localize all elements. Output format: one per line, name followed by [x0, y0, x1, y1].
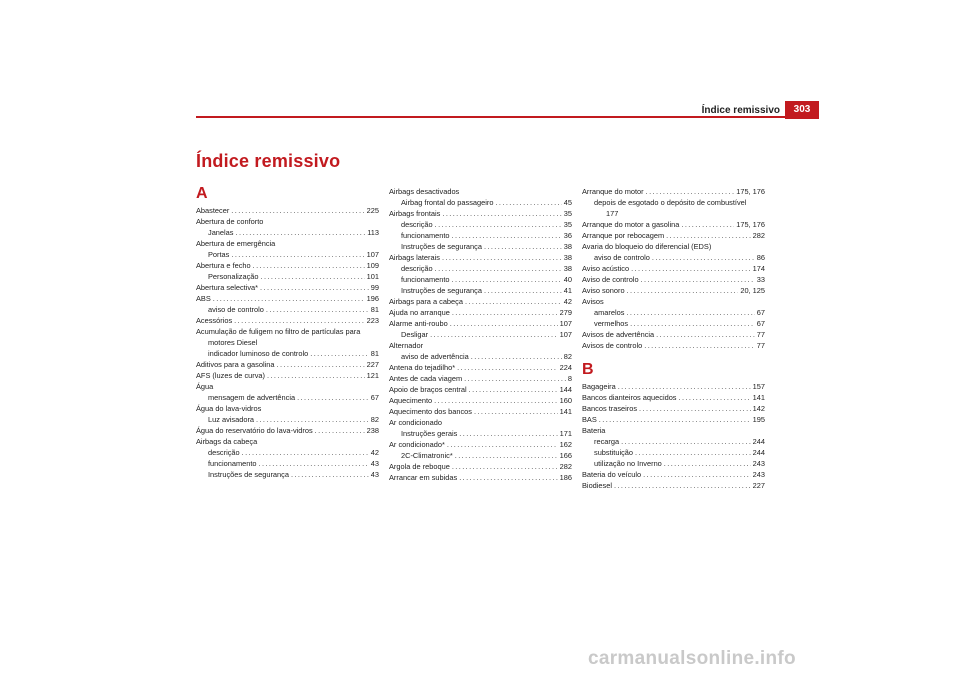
index-entry — [582, 274, 765, 285]
index-term: Bateria — [582, 426, 606, 435]
dot-leader — [626, 307, 754, 318]
index-letter-b: B — [582, 361, 594, 378]
index-term: vermelhos — [594, 319, 629, 328]
index-term: Antena do tejadilho* — [389, 363, 456, 372]
index-subentry — [582, 458, 765, 469]
index-subentry — [389, 219, 572, 230]
index-page-ref: 43 — [370, 470, 379, 479]
dot-leader — [430, 329, 558, 340]
index-entry — [582, 230, 765, 241]
index-subentry — [196, 304, 379, 315]
index-entry — [196, 403, 379, 414]
dot-leader — [231, 249, 364, 260]
index-term: Personalização — [208, 272, 259, 281]
index-letter-a: A — [196, 185, 208, 202]
dot-leader — [666, 230, 750, 241]
index-subentry — [196, 414, 379, 425]
index-page-ref: 36 — [563, 231, 572, 240]
index-term: Água do reservatório do lava-vidros — [196, 426, 313, 435]
index-subentry — [389, 241, 572, 252]
header-section-title: Índice remissivo — [701, 105, 780, 116]
index-entry — [582, 296, 765, 307]
dot-leader — [631, 263, 751, 274]
index-term: AFS (luzes de curva) — [196, 371, 266, 380]
index-page-ref: 175, 176 — [736, 220, 765, 229]
index-term: Ar condicionado* — [389, 440, 445, 449]
dot-leader — [452, 461, 558, 472]
index-term: Portas — [208, 250, 230, 259]
index-entry — [196, 425, 379, 436]
index-page-ref: 35 — [563, 209, 572, 218]
dot-leader — [614, 480, 751, 491]
index-term: Instruções de segurança — [208, 470, 289, 479]
index-term: Argola de reboque — [389, 462, 450, 471]
index-term: Airbag frontal do passageiro — [401, 198, 494, 207]
dot-leader — [315, 425, 365, 436]
index-term: indicador luminoso de controlo — [208, 349, 309, 358]
index-entry — [196, 436, 379, 447]
index-term: Airbags da cabeça — [196, 437, 258, 446]
dot-leader — [213, 293, 365, 304]
index-term: Airbags laterais — [389, 253, 440, 262]
index-term: Água — [196, 382, 214, 391]
dot-leader — [464, 373, 566, 384]
dot-leader — [266, 304, 369, 315]
index-entry — [196, 359, 379, 370]
index-term: aviso de advertência — [401, 352, 469, 361]
index-subentry — [196, 458, 379, 469]
index-term: Arranque do motor — [582, 187, 644, 196]
index-page-ref: 157 — [752, 382, 765, 391]
index-entry — [582, 480, 765, 491]
index-term: Avisos de controlo — [582, 341, 643, 350]
index-page-ref: 8 — [567, 374, 572, 383]
dot-leader — [630, 318, 755, 329]
index-entry — [196, 293, 379, 304]
index-term: Instruções de segurança — [401, 286, 482, 295]
index-page-ref: 33 — [756, 275, 765, 284]
index-term: Abertura e fecho — [196, 261, 251, 270]
index-page-ref: 238 — [366, 426, 379, 435]
dot-leader — [276, 359, 364, 370]
index-term: substituição — [594, 448, 634, 457]
dot-leader — [435, 219, 562, 230]
index-term: Airbags desactivados — [389, 187, 460, 196]
index-term: Janelas — [208, 228, 234, 237]
dot-leader — [484, 285, 562, 296]
dot-leader — [291, 469, 369, 480]
index-entry — [196, 370, 379, 381]
index-page-ref: 99 — [370, 283, 379, 292]
index-page-ref: 86 — [756, 253, 765, 262]
dot-leader — [235, 227, 365, 238]
index-term: funcionamento — [401, 231, 450, 240]
index-entry — [389, 373, 572, 384]
index-subentry — [196, 469, 379, 480]
index-page-ref: 195 — [752, 415, 765, 424]
index-subentry — [582, 252, 765, 263]
index-term: Abertura de conforto — [196, 217, 264, 226]
index-term: Arranque do motor a gasolina — [582, 220, 680, 229]
dot-leader — [261, 271, 365, 282]
index-term: Aviso sonoro — [582, 286, 625, 295]
index-entry — [582, 340, 765, 351]
index-subentry — [196, 392, 379, 403]
dot-leader — [455, 450, 558, 461]
index-entry — [582, 329, 765, 340]
index-term: Desligar — [401, 330, 429, 339]
index-page-ref: 279 — [559, 308, 572, 317]
index-subentry — [389, 197, 572, 208]
index-term: Bancos dianteiros aquecidos — [582, 393, 677, 402]
dot-leader — [258, 458, 368, 469]
index-subentry — [582, 307, 765, 318]
index-page-ref: 227 — [366, 360, 379, 369]
index-term: Arranque por rebocagem — [582, 231, 665, 240]
index-term: Acumulação de fuligem no filtro de partículas para — [196, 327, 361, 336]
index-page-ref: 41 — [563, 286, 572, 295]
page-title: Índice remissivo — [196, 151, 341, 171]
dot-leader — [465, 296, 562, 307]
dot-leader — [646, 186, 735, 197]
index-subentry — [389, 230, 572, 241]
dot-leader — [297, 392, 369, 403]
index-subentry — [582, 447, 765, 458]
index-entry — [582, 285, 765, 296]
dot-leader — [635, 447, 751, 458]
dot-leader — [643, 469, 750, 480]
dot-leader — [452, 307, 558, 318]
index-page-ref: 244 — [752, 448, 765, 457]
index-page-ref: 40 — [563, 275, 572, 284]
dot-leader — [495, 197, 561, 208]
index-entry — [389, 461, 572, 472]
index-page-ref: 77 — [756, 341, 765, 350]
index-entry — [582, 263, 765, 274]
index-subentry — [389, 285, 572, 296]
index-term: Ar condicionado — [389, 418, 443, 427]
index-page-ref: 81 — [370, 305, 379, 314]
index-entry — [196, 315, 379, 326]
dot-leader — [253, 260, 365, 271]
index-entry — [389, 395, 572, 406]
dot-leader — [260, 282, 369, 293]
index-entry — [389, 186, 572, 197]
index-term: Instruções de segurança — [401, 242, 482, 251]
watermark: carmanualsonline.info — [588, 648, 796, 669]
index-page-ref: 223 — [366, 316, 379, 325]
index-subentry — [389, 450, 572, 461]
index-entry — [196, 216, 379, 227]
dot-leader — [451, 274, 561, 285]
index-subentry — [389, 329, 572, 340]
index-term: Aviso acústico — [582, 264, 630, 273]
index-page-ref: 186 — [559, 473, 572, 482]
index-entry — [389, 252, 572, 263]
index-page-ref: 77 — [756, 330, 765, 339]
index-page-ref: 67 — [756, 319, 765, 328]
index-page-ref: 160 — [559, 396, 572, 405]
index-subentry — [389, 263, 572, 274]
index-term: Aditivos para a gasolina — [196, 360, 275, 369]
index-subentry — [196, 227, 379, 238]
index-page-ref: 243 — [752, 470, 765, 479]
index-subentry — [389, 351, 572, 362]
index-entry — [389, 340, 572, 351]
index-term: Bateria do veículo — [582, 470, 642, 479]
index-term: ABS — [196, 294, 211, 303]
index-term: Acessórios — [196, 316, 233, 325]
dot-leader — [681, 219, 734, 230]
index-subentry — [196, 271, 379, 282]
index-page-ref: 282 — [752, 231, 765, 240]
index-page-ref: 35 — [563, 220, 572, 229]
dot-leader — [457, 362, 557, 373]
header-page-number: 303 — [785, 101, 819, 119]
dot-leader — [599, 414, 751, 425]
index-page-ref: 109 — [366, 261, 379, 270]
dot-leader — [450, 318, 558, 329]
index-page-ref: 174 — [752, 264, 765, 273]
index-term: 2C-Climatronic* — [401, 451, 453, 460]
dot-leader — [267, 370, 365, 381]
index-term: Abertura selectiva* — [196, 283, 259, 292]
index-term: descrição — [401, 220, 433, 229]
index-page-ref: 82 — [370, 415, 379, 424]
index-entry — [389, 307, 572, 318]
index-subentry — [196, 249, 379, 260]
index-term: Abastecer — [196, 206, 230, 215]
index-entry — [582, 403, 765, 414]
index-page-ref: 82 — [563, 352, 572, 361]
index-term: Luz avisadora — [208, 415, 255, 424]
index-page-ref: 67 — [370, 393, 379, 402]
dot-leader — [451, 230, 561, 241]
index-term: Airbags para a cabeça — [389, 297, 463, 306]
index-term: descrição — [208, 448, 240, 457]
index-page-ref: 42 — [563, 297, 572, 306]
index-term: recarga — [594, 437, 620, 446]
index-subentry — [389, 274, 572, 285]
index-entry-continuation: 177 — [606, 209, 619, 218]
index-page-ref: 141 — [752, 393, 765, 402]
index-term: Apoio de braços central — [389, 385, 467, 394]
index-term: Avisos — [582, 297, 604, 306]
dot-leader — [484, 241, 562, 252]
dot-leader — [469, 384, 558, 395]
index-term: Biodiesel — [582, 481, 612, 490]
index-page-ref: 142 — [752, 404, 765, 413]
index-page-ref: 196 — [366, 294, 379, 303]
index-page-ref: 38 — [563, 242, 572, 251]
index-page-ref: 20, 125 — [740, 286, 765, 295]
index-term: utilização no Inverno — [594, 459, 662, 468]
index-entry — [196, 326, 379, 337]
index-column-3 — [582, 186, 765, 491]
dot-leader — [641, 274, 755, 285]
index-term: funcionamento — [401, 275, 450, 284]
index-entry-continuation: motores Diesel — [208, 338, 258, 347]
index-term: Alarme anti-roubo — [389, 319, 448, 328]
index-page-ref: 43 — [370, 459, 379, 468]
dot-leader — [656, 329, 755, 340]
dot-leader — [664, 458, 751, 469]
dot-leader — [435, 263, 562, 274]
index-entry — [582, 197, 765, 208]
index-entry — [196, 238, 379, 249]
dot-leader — [242, 447, 369, 458]
index-entry — [389, 384, 572, 395]
index-page-ref: 38 — [563, 253, 572, 262]
index-entry — [389, 318, 572, 329]
dot-leader — [471, 351, 562, 362]
dot-leader — [447, 439, 558, 450]
index-term: Ajuda no arranque — [389, 308, 450, 317]
dot-leader — [652, 252, 755, 263]
index-subentry — [196, 348, 379, 359]
index-term: aviso de controlo — [594, 253, 650, 262]
index-page-ref: 101 — [366, 272, 379, 281]
index-entry — [582, 241, 765, 252]
index-entry — [389, 439, 572, 450]
dot-leader — [627, 285, 739, 296]
index-column-1 — [196, 183, 379, 480]
index-entry — [389, 296, 572, 307]
index-page-ref: 67 — [756, 308, 765, 317]
dot-leader — [618, 381, 751, 392]
index-term: Bancos traseiros — [582, 404, 638, 413]
index-page-ref: 225 — [366, 206, 379, 215]
index-page-ref: 224 — [559, 363, 572, 372]
index-term: mensagem de advertência — [208, 393, 296, 402]
index-term: Avaria do bloqueio do diferencial (EDS) — [582, 242, 712, 251]
index-entry — [389, 362, 572, 373]
index-entry — [582, 425, 765, 436]
index-entry — [389, 417, 572, 428]
dot-leader — [442, 252, 562, 263]
dot-leader — [644, 340, 755, 351]
index-entry — [196, 381, 379, 392]
index-term: Aquecimento — [389, 396, 433, 405]
index-term: Avisos de advertência — [582, 330, 655, 339]
index-entry — [582, 186, 765, 197]
index-page-ref: 113 — [367, 228, 379, 237]
dot-leader — [234, 315, 365, 326]
dot-leader — [621, 436, 751, 447]
dot-leader — [459, 472, 557, 483]
index-subentry — [582, 318, 765, 329]
index-term: Airbags frontais — [389, 209, 441, 218]
index-entry — [582, 219, 765, 230]
index-page-ref: 243 — [752, 459, 765, 468]
index-entry — [196, 282, 379, 293]
index-term: descrição — [401, 264, 433, 273]
index-entry — [582, 381, 765, 392]
index-term: amarelos — [594, 308, 625, 317]
index-term: Antes de cada viagem — [389, 374, 463, 383]
index-subentry — [389, 428, 572, 439]
index-entry — [582, 392, 765, 403]
index-term: Água do lava-vidros — [196, 404, 262, 413]
index-page-ref: 107 — [559, 319, 572, 328]
index-term: depois de esgotado o depósito de combustível — [594, 198, 747, 207]
index-entry — [389, 208, 572, 219]
dot-leader — [231, 205, 364, 216]
index-page-ref: 38 — [563, 264, 572, 273]
dot-leader — [256, 414, 369, 425]
index-term: Bagageira — [582, 382, 616, 391]
dot-leader — [310, 348, 369, 359]
index-term: Alternador — [389, 341, 424, 350]
index-page-ref: 166 — [559, 451, 572, 460]
index-page-ref: 144 — [559, 385, 572, 394]
index-subentry — [196, 447, 379, 458]
index-page-ref: 141 — [559, 407, 572, 416]
dot-leader — [679, 392, 751, 403]
dot-leader — [434, 395, 558, 406]
index-term: BAS — [582, 415, 597, 424]
index-page-ref: 282 — [559, 462, 572, 471]
dot-leader — [459, 428, 557, 439]
index-term: funcionamento — [208, 459, 257, 468]
index-term: Abertura de emergência — [196, 239, 276, 248]
index-page-ref: 45 — [563, 198, 572, 207]
index-page-ref: 227 — [752, 481, 765, 490]
dot-leader — [474, 406, 558, 417]
index-page-ref: 121 — [366, 371, 379, 380]
index-term: Instruções gerais — [401, 429, 458, 438]
index-entry — [582, 469, 765, 480]
index-term: Aviso de controlo — [582, 275, 639, 284]
index-entry — [582, 414, 765, 425]
index-page-ref: 81 — [370, 349, 379, 358]
header-rule — [196, 116, 816, 118]
index-page-ref: 42 — [370, 448, 379, 457]
index-entry — [389, 472, 572, 483]
index-term: aviso de controlo — [208, 305, 264, 314]
dot-leader — [442, 208, 561, 219]
index-page-ref: 175, 176 — [736, 187, 765, 196]
index-page-ref: 162 — [559, 440, 572, 449]
index-term: Aquecimento dos bancos — [389, 407, 472, 416]
index-entry — [196, 205, 379, 216]
index-column-2 — [389, 186, 572, 483]
index-page-ref: 107 — [366, 250, 379, 259]
index-page-ref: 244 — [752, 437, 765, 446]
index-page-ref: 171 — [559, 429, 572, 438]
index-entry — [196, 260, 379, 271]
dot-leader — [639, 403, 751, 414]
index-term: Arrancar em subidas — [389, 473, 458, 482]
index-subentry — [582, 436, 765, 447]
index-entry — [389, 406, 572, 417]
index-page-ref: 107 — [559, 330, 572, 339]
